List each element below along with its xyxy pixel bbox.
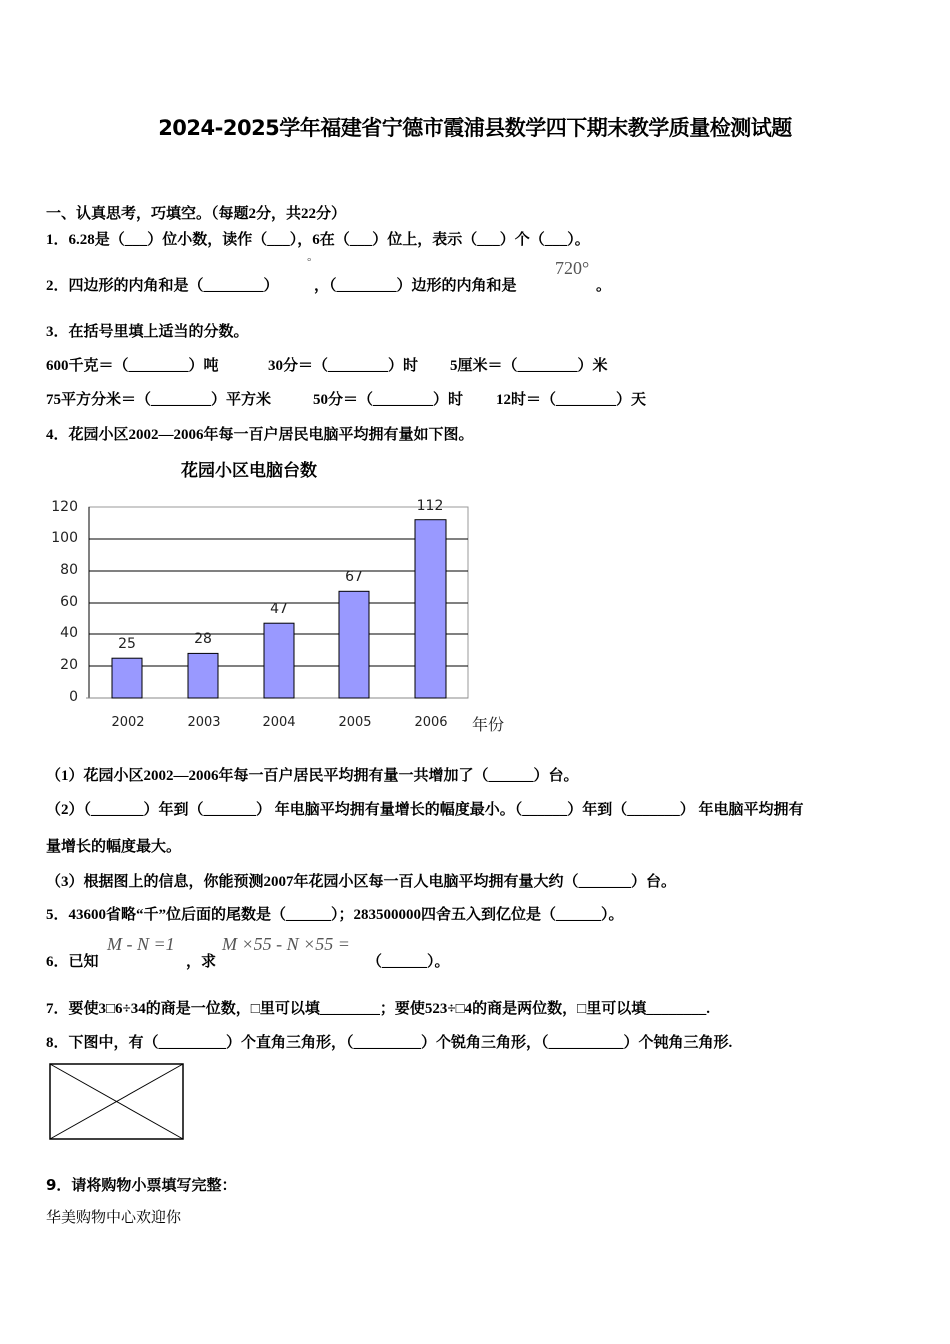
y-tick-40: 40 bbox=[60, 625, 78, 641]
question-6-middle: ，求 bbox=[186, 954, 217, 970]
data-label-2005: 67 bbox=[345, 569, 363, 585]
question-2-end: 。 bbox=[596, 278, 612, 294]
chart-title: 花园小区电脑台数 bbox=[181, 461, 317, 481]
question-3-row1-item2: 30分＝（________）时 bbox=[268, 358, 419, 374]
formula-720-degrees: 720° bbox=[555, 258, 590, 278]
page-title: 2024-2025学年福建省宁德市霞浦县数学四下期末教学质量检测试题 bbox=[158, 116, 792, 140]
question-4-sub2-line1: （2）（_______）年到（_______） 年电脑平均拥有量增长的幅度最小。（______）年到（_______） 年电脑平均拥有 bbox=[46, 802, 804, 818]
data-label-2004: 47 bbox=[270, 601, 288, 617]
question-6-blank: （______）。 bbox=[367, 954, 450, 970]
y-tick-100: 100 bbox=[51, 530, 78, 546]
question-7: 7．要使3□6÷34的商是一位数，□里可以填________；要使523÷□4的商是两位数，□里可以填________. bbox=[46, 1001, 710, 1017]
x-tick-2003: 2003 bbox=[187, 715, 221, 730]
question-3-row2-item1: 75平方分米＝（________）平方米 bbox=[46, 392, 272, 408]
question-1: 1．6.28是（___）位小数，读作（___），6在（___）位上，表示（___）个（___）。 bbox=[46, 232, 590, 248]
question-4-sub1: （1）花园小区2002—2006年每一百户居民平均拥有量一共增加了（______）台。 bbox=[46, 768, 579, 784]
bar-2002 bbox=[112, 658, 142, 698]
question-3-row2-item3: 12时＝（________）天 bbox=[496, 392, 647, 408]
data-label-2002: 25 bbox=[118, 636, 136, 652]
y-tick-20: 20 bbox=[60, 657, 78, 673]
rectangle-diagonals-figure bbox=[46, 1062, 188, 1142]
bar-2004 bbox=[264, 623, 294, 698]
question-3-prompt: 3．在括号里填上适当的分数。 bbox=[46, 324, 249, 340]
x-tick-2004: 2004 bbox=[262, 715, 296, 730]
bar-2006 bbox=[415, 520, 446, 698]
y-tick-120: 120 bbox=[51, 499, 78, 515]
question-2-part2: ，（________）边形的内角和是 bbox=[314, 278, 517, 294]
bar-2003 bbox=[188, 653, 218, 698]
question-6-prefix: 6．已知 bbox=[46, 954, 99, 970]
x-tick-2005: 2005 bbox=[338, 715, 372, 730]
y-tick-0: 0 bbox=[69, 689, 78, 705]
degree-mark: ° bbox=[307, 256, 312, 268]
question-2-part1: 2．四边形的内角和是（________） bbox=[46, 278, 279, 294]
question-2 bbox=[46, 274, 279, 295]
x-tick-2006: 2006 bbox=[414, 715, 448, 730]
question-3-row2-item2: 50分＝（________）时 bbox=[313, 392, 464, 408]
section-heading: 一、认真思考，巧填空。（每题2分，共22分） bbox=[46, 206, 347, 222]
question-4-sub3: （3）根据图上的信息，你能预测2007年花园小区每一百人电脑平均拥有量大约（_______）台。 bbox=[46, 874, 677, 890]
receipt-store-name: 华美购物中心欢迎你 bbox=[46, 1208, 182, 1226]
data-label-2003: 28 bbox=[194, 631, 212, 647]
x-tick-2002: 2002 bbox=[111, 715, 145, 730]
question-4-sub2-line2: 量增长的幅度最大。 bbox=[46, 839, 182, 855]
question-5: 5．43600省略“千”位后面的尾数是（______）；283500000四舍五入到亿位是（______）。 bbox=[46, 907, 624, 923]
y-tick-80: 80 bbox=[60, 562, 78, 578]
question-3-row1-item1: 600千克＝（________）吨 bbox=[46, 358, 219, 374]
question-8: 8．下图中，有（_________）个直角三角形，（_________）个锐角三角形，（__________）个钝角三角形. bbox=[46, 1035, 733, 1051]
bar-2005 bbox=[339, 591, 369, 698]
question-9-prompt: 9．请将购物小票填写完整： bbox=[46, 1176, 237, 1194]
formula-m-times-55: M ×55 - N ×55 = bbox=[222, 934, 350, 954]
question-3-row1-item3: 5厘米＝（________）米 bbox=[450, 358, 608, 374]
y-tick-60: 60 bbox=[60, 594, 78, 610]
x-axis-label: 年份 bbox=[472, 715, 505, 734]
question-4-prompt: 4．花园小区2002—2006年每一百户居民电脑平均拥有量如下图。 bbox=[46, 427, 474, 443]
formula-m-minus-n: M - N =1 bbox=[107, 934, 175, 954]
data-label-2006: 112 bbox=[416, 498, 444, 514]
